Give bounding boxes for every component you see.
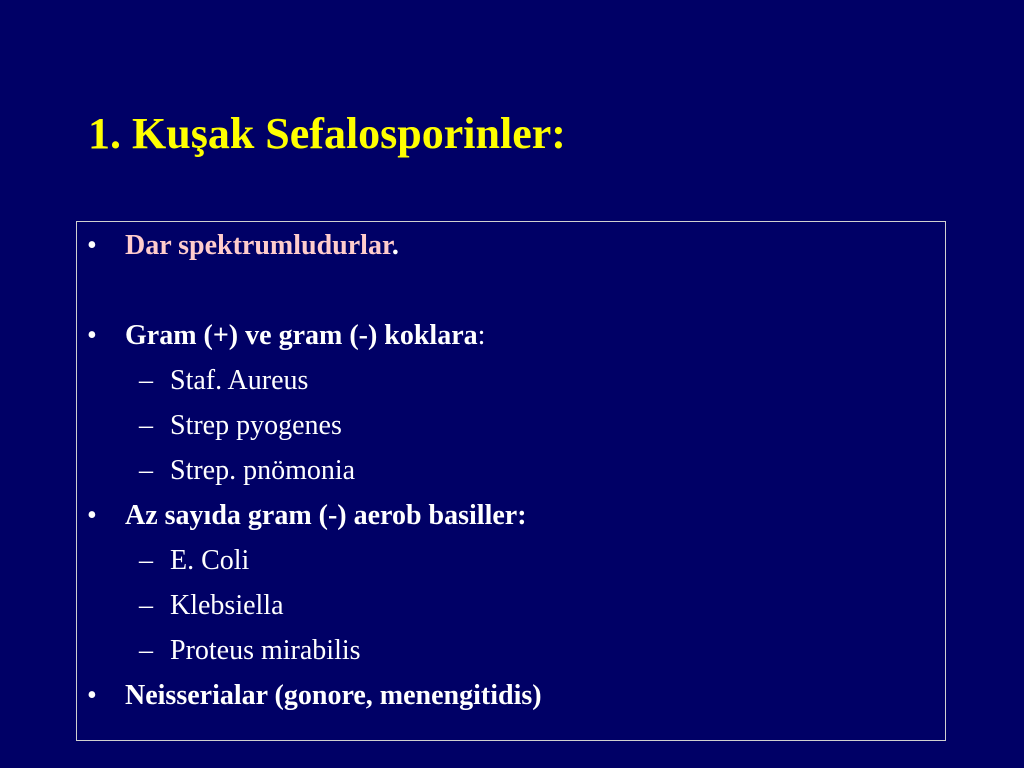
content-box [76, 221, 946, 741]
sub-item-text: Strep. pnömonia [170, 455, 356, 486]
sub-item-text: Staf. Aureus [170, 365, 309, 396]
dash-icon: – [139, 545, 153, 576]
sub-item-text: Klebsiella [170, 590, 284, 621]
bullet-icon: • [87, 320, 97, 351]
sub-item-text: E. Coli [170, 545, 250, 576]
bullet-icon: • [87, 680, 97, 711]
slide-title: 1. Kuşak Sefalosporinler: [88, 109, 566, 158]
sub-item-text: Strep pyogenes [170, 410, 342, 441]
bullet-text [125, 231, 399, 261]
bullet-text-suffix: . [391, 230, 399, 261]
bullet-text: Neisserialar (gonore, menengitidis) [125, 680, 542, 711]
bullet-icon: • [87, 230, 97, 261]
dash-icon: – [139, 410, 153, 441]
bullet-text-suffix: : [477, 320, 486, 351]
dash-icon: – [139, 635, 153, 666]
sub-item-text: Proteus mirabilis [170, 635, 361, 666]
bullet-text-highlight: Dar spektrumludurlar [125, 230, 392, 261]
bullet-icon: • [87, 500, 97, 531]
bullet-text: Az sayıda gram (-) aerob basiller: [125, 500, 527, 531]
dash-icon: – [139, 590, 153, 621]
bullet-text [125, 321, 485, 351]
bullet-text-main: Gram (+) ve gram (-) koklara [125, 320, 478, 351]
dash-icon: – [139, 455, 153, 486]
dash-icon: – [139, 365, 153, 396]
